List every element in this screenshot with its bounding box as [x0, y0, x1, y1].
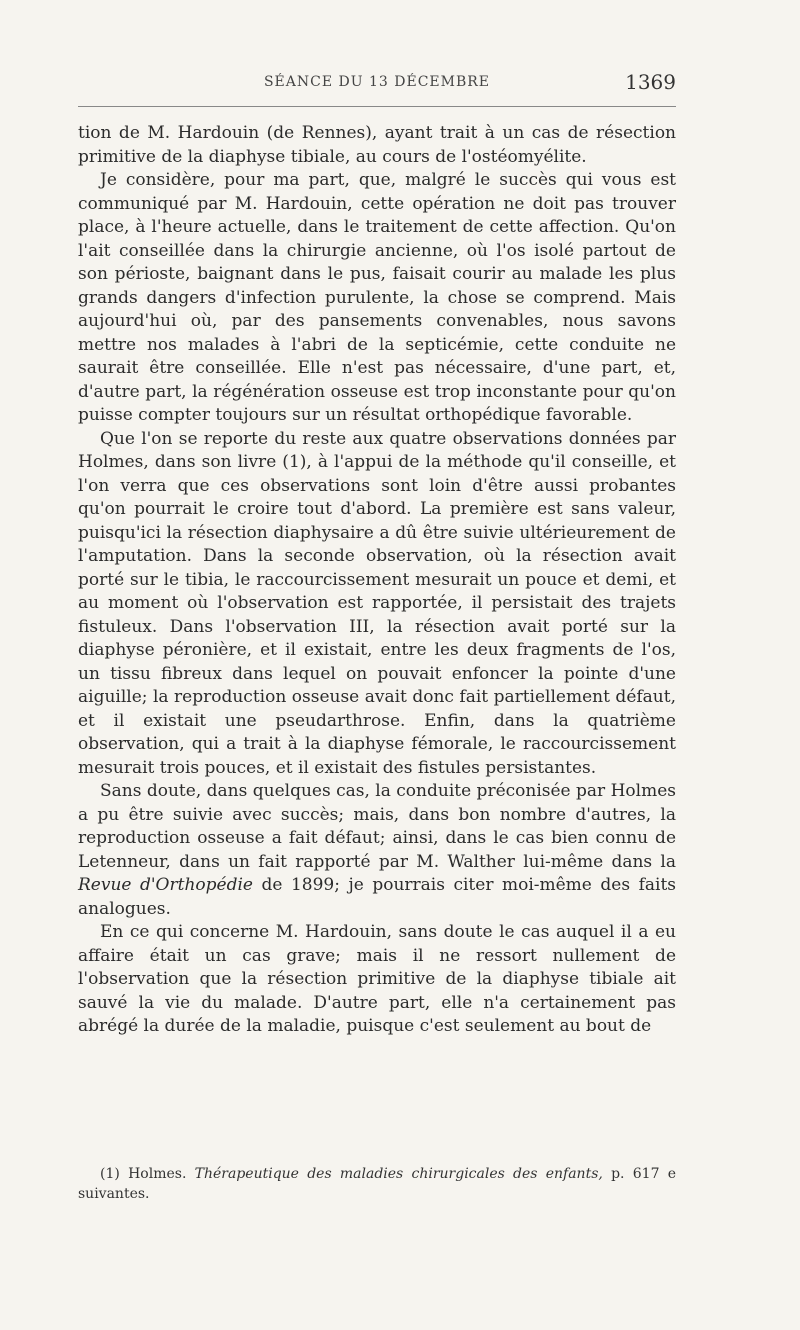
footnote-marker: (1) — [100, 1166, 120, 1182]
body-text — [78, 122, 676, 1039]
footnote — [78, 1164, 676, 1204]
paragraph: tion de M. Hardouin (de Rennes), ayant trait à un cas de résection primitive de la diaphyse tibiale, au cours de l'ostéomyélite. — [78, 123, 676, 167]
header-title: SÉANCE DU 13 DÉCEMBRE — [263, 74, 491, 90]
footnote-author: Holmes. — [128, 1166, 187, 1182]
header-rule — [78, 106, 676, 107]
footnote-rest: p. 617 e suivantes. — [78, 1166, 677, 1202]
paragraph: Je considère, pour ma part, que, malgré le succès qui vous est communiqué par M. Hardouin, cette opération ne doit pas trouver place, à l'heure actuelle, dans le traitement de cette affection. Qu'on l'ait conseillée dans la chirurgie ancienne, où l'os isolé partout de son périoste, baignant dans le pus, faisait courir au malade les plus grands dangers d'infection purulente, la chose se comprend. Mais aujourd'hui où, par des pansements convenables, nous savons mettre nos malades à l'abri de la septicémie, cette conduite ne saurait être conseillée. Elle n'est pas nécessaire, d'une part, et, d'autre part, la régénération osseuse est trop inconstante pour qu'on puisse compter toujours sur un résultat orthopédique favorable. — [78, 170, 676, 425]
paragraph: En ce qui concerne M. Hardouin, sans doute le cas auquel il a eu affaire était un cas grave; mais il ne ressort nullement de l'observation que la résection primitive de la diaphyse tibiale ait sauvé la vie du malade. D'autre part, elle n'a certainement pas abrégé la durée de la maladie, puisque c'est seulement au bout de — [78, 922, 676, 1036]
journal-title: Revue d'Orthopédie — [78, 875, 253, 895]
running-header — [78, 70, 676, 100]
page-number: 1369 — [625, 70, 676, 94]
paragraph-text: de 1899; je pourrais citer moi-même des faits analogues. — [78, 875, 676, 919]
paragraph-text: Sans doute, dans quelques cas, la conduite préconisée par Holmes a pu être suivie avec succès; mais, dans bon nombre d'autres, la reproduction osseuse a fait défaut; ainsi, dans le cas bien connu de Letenneur, dans un fait rapporté par M. Walther lui-même dans la — [78, 781, 676, 872]
footnote-title: Thérapeutique des maladies chirurgicales des enfants, — [194, 1166, 603, 1182]
paragraph: Que l'on se reporte du reste aux quatre observations données par Holmes, dans son livre (1), à l'appui de la méthode qu'il conseille, et l'on verra que ces observations sont loin d'être aussi probantes qu'on pourrait le croire tout d'abord. La première est sans valeur, puisqu'ici la résection diaphysaire a dû être suivie ultérieurement de l'amputation. Dans la seconde observation, où la résection avait porté sur le tibia, le raccourcissement mesurait un pouce et demi, et au moment où l'observation est rapportée, il persistait des trajets fistuleux. Dans l'observation III, la résection avait porté sur la diaphyse péronière, et il existait, entre les deux fragments de l'os, un tissu fibreux dans lequel on pouvait enfoncer la pointe d'une aiguille; la reproduction osseuse avait donc fait partiellement défaut, et il existait une pseudarthrose. Enfin, dans la quatrième observation, qui a trait à la diaphyse fémorale, le raccourcissement mesurait trois pouces, et il existait des fistules persistantes. — [78, 428, 676, 778]
paragraph — [78, 780, 676, 921]
